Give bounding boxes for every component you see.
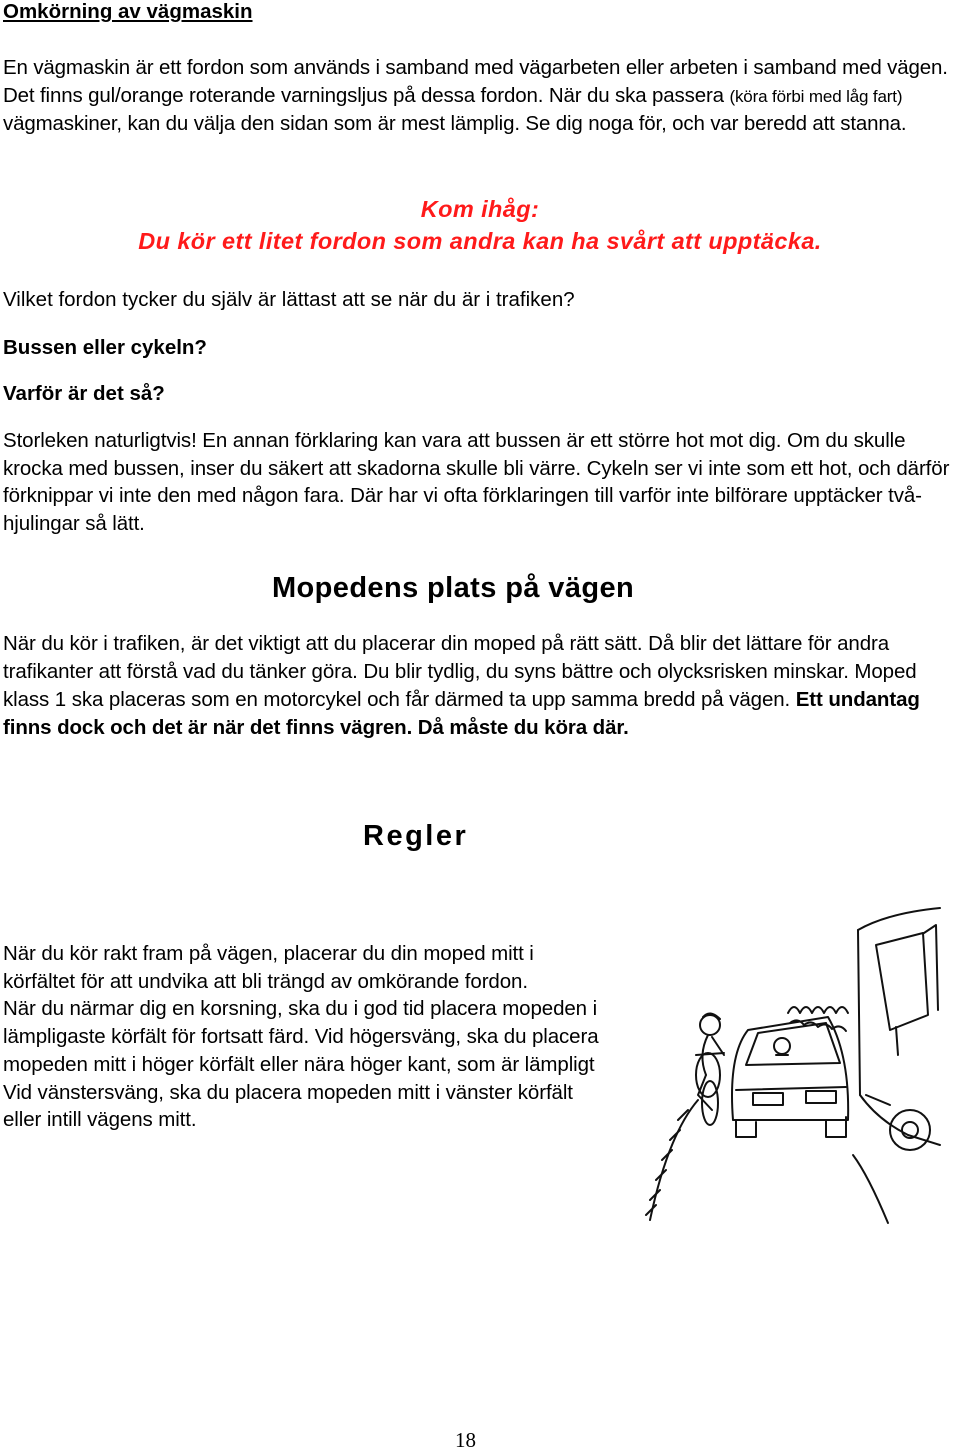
paragraph-placement bbox=[3, 630, 953, 742]
reminder-text: Du kör ett litet fordon som andra kan ha svårt att upptäcka. bbox=[138, 228, 822, 254]
paragraph-placement-normal: När du kör i trafiken, är det viktigt att du placerar din moped på rätt sätt. Då blir det lättare för andra trafikanter att förstå vad du tänker göra. Du blir tydlig, du syns bättre och olycksrisken minskar. Moped klass 1 ska placeras som en motorcykel och får därmed ta upp samma bredd på vägen. bbox=[3, 632, 917, 711]
section-heading-mopedens-plats: Mopedens plats på vägen bbox=[272, 572, 635, 604]
question-bus-or-bike: Bussen eller cykeln? bbox=[3, 336, 207, 359]
page-number: 18 bbox=[455, 1428, 476, 1452]
section-heading-vagmaskin: Omkörning av vägmaskin bbox=[3, 0, 253, 23]
paragraph-vagmaskin bbox=[3, 54, 958, 138]
paragraph-vagmaskin-note: (köra förbi med låg fart) bbox=[729, 86, 903, 106]
paragraph-explanation: Storleken naturligtvis! En annan förklaring kan vara att bussen är ett större hot mot dig. Om du skulle krocka med bussen, inser du säkert att skadorna skulle bli värre. Cykeln ser vi inte som ett hot, och därför förknippar vi inte den med någon fara. Där har vi ofta förklaringen till varför inte bilförare upptäcker två-hjulingar så lätt. bbox=[3, 429, 950, 535]
section-heading-regler: Regler bbox=[363, 820, 469, 852]
paragraph-vagmaskin-part1: En vägmaskin är ett fordon som används i samband med vägarbeten eller arbeten i samband med vägen. Det finns gul/orange roterande varningsljus på dessa fordon. När du ska passera bbox=[3, 56, 948, 107]
reminder-title: Kom ihåg: bbox=[420, 196, 540, 222]
paragraph-rules bbox=[3, 940, 603, 1134]
question-why: Varför är det så? bbox=[3, 382, 165, 405]
question-which-vehicle: Vilket fordon tycker du själv är lättast att se när du är i trafiken? bbox=[3, 288, 575, 311]
paragraph-vagmaskin-part2: vägmaskiner, kan du välja den sidan som är mest lämplig. Se dig noga för, och var beredd att stanna. bbox=[3, 112, 907, 135]
paragraph-rules-intersection: När du närmar dig en korsning, ska du i god tid placera mopeden i lämpligaste körfält för fortsatt färd. Vid högersväng, ska du placera mopeden mitt i höger körfält eller nära höger kant, som är lämpligt Vid vänstersväng, ska du placera mopeden mitt i vänster körfält eller intill vägens mitt. bbox=[3, 997, 599, 1132]
paragraph-placement-exception: Ett undantag finns dock och det är när det finns vägren. Då måste du köra där. bbox=[3, 688, 920, 739]
moped-traffic-illustration bbox=[628, 905, 948, 1230]
paragraph-rules-straight: När du kör rakt fram på vägen, placerar du din moped mitt i körfältet för att undvika att bli trängd av omkörande fordon. bbox=[3, 942, 534, 993]
